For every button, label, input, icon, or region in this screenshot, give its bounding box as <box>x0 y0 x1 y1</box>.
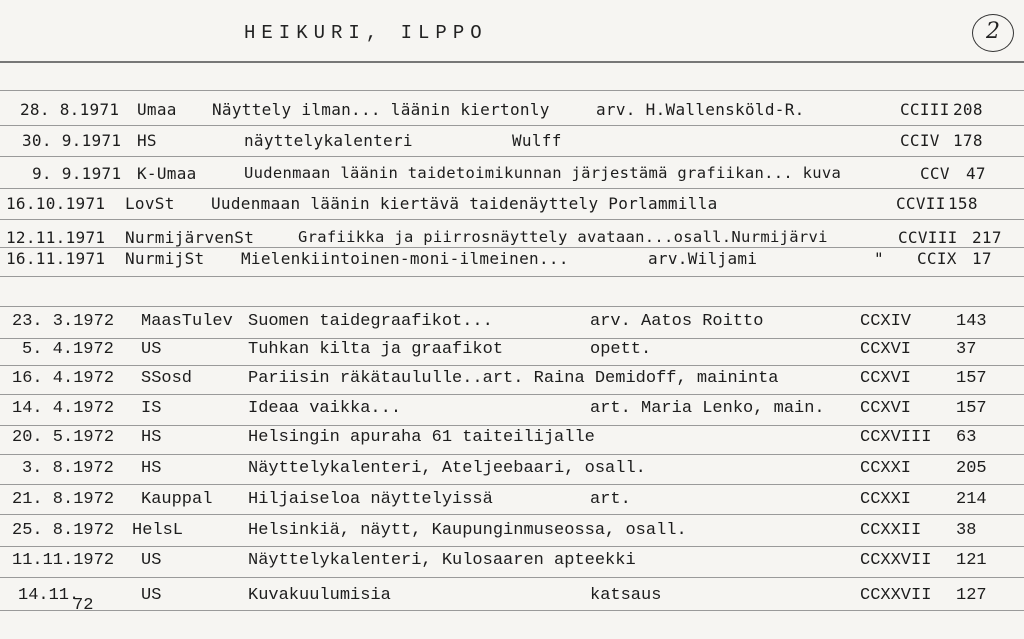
entry-text: Hiljaiseloa näyttelyissä <box>248 490 493 509</box>
entry-date: 20. 5.1972 <box>12 428 115 447</box>
entry-volume: CCXVI <box>860 369 912 388</box>
entry-source: Kauppal <box>141 490 213 509</box>
rule-line <box>0 125 1024 126</box>
entry-volume: CCIV <box>900 131 940 150</box>
entry-note: art. <box>590 490 631 509</box>
entry-text: Uudenmaan läänin kiertävä taidenäyttely Porlammilla <box>211 194 718 213</box>
entry-note: art. Maria Lenko, main. <box>590 399 825 418</box>
entry-date: 25. 8.1972 <box>12 521 115 540</box>
rule-line <box>0 188 1024 189</box>
entry-note: arv.Wiljami <box>648 249 758 268</box>
entry-page: 47 <box>966 164 986 183</box>
entry-date: 12.11.1971 <box>6 228 106 247</box>
entry-volume: CCVII <box>896 194 946 213</box>
entry-page: 157 <box>956 399 987 418</box>
entry-volume: CCXXI <box>860 459 912 478</box>
entry-text: Näyttelykalenteri, Ateljeebaari, osall. <box>248 459 646 478</box>
entry-source: HS <box>141 459 162 478</box>
entry-page: 178 <box>953 131 983 150</box>
entry-page: 121 <box>956 551 987 570</box>
entry-source: IS <box>141 399 162 418</box>
entry-row <box>0 551 1024 575</box>
rule-line <box>0 425 1024 426</box>
entry-page: 214 <box>956 490 987 509</box>
entry-row <box>0 521 1024 545</box>
entry-date: 14. 4.1972 <box>12 399 115 418</box>
entry-page: 63 <box>956 428 977 447</box>
entry-page: 217 <box>972 228 1002 247</box>
entry-source: HS <box>141 428 162 447</box>
rule-line <box>0 610 1024 611</box>
entry-text: Ideaa vaikka... <box>248 399 402 418</box>
entry-date: 11.11.1972 <box>12 551 115 570</box>
entry-volume: CCXXVII <box>860 586 932 605</box>
entry-date: 3. 8.1972 <box>22 459 114 478</box>
entry-source: US <box>141 340 162 359</box>
entry-source: NurmijärvenSt <box>125 228 255 247</box>
entry-source: Umaa <box>137 100 177 119</box>
entry-text: Suomen taidegraafikot... <box>248 312 493 331</box>
entry-row <box>0 369 1024 393</box>
entry-date: 23. 3.1972 <box>12 312 115 331</box>
entry-page: 157 <box>956 369 987 388</box>
entry-date: 16.11.1971 <box>6 249 106 268</box>
rule-line <box>0 546 1024 547</box>
entry-source: SSosd <box>141 369 193 388</box>
entry-volume: CCXXVII <box>860 551 932 570</box>
entry-volume: CCXVI <box>860 399 912 418</box>
entry-text: Tuhkan kilta ja graafikot <box>248 340 504 359</box>
entry-date-handwritten-year: 72 <box>73 596 94 615</box>
rule-line <box>0 454 1024 455</box>
entry-page: 143 <box>956 312 987 331</box>
entry-source: MaasTulev <box>141 312 233 331</box>
entry-row <box>0 459 1024 483</box>
entry-source: US <box>141 586 162 605</box>
entry-source: K-Umaa <box>137 164 197 183</box>
entry-text: Uudenmaan läänin taidetoimikunnan järjestämä grafiikan... kuva <box>244 164 842 182</box>
entry-row <box>0 131 1024 155</box>
entry-date: 16.10.1971 <box>6 194 106 213</box>
entry-volume: CCXVI <box>860 340 912 359</box>
entry-date: 28. 8.1971 <box>20 100 120 119</box>
entry-note: katsaus <box>590 586 662 605</box>
entry-volume: CCXVIII <box>860 428 932 447</box>
rule-line <box>0 156 1024 157</box>
entry-text: Näyttely ilman... läänin kiertonly <box>212 100 550 119</box>
entry-source: HelsL <box>132 521 184 540</box>
card-number-circle: 2 <box>972 14 1014 52</box>
entry-volume: CCVIII <box>898 228 958 247</box>
entry-source: US <box>141 551 162 570</box>
entry-row <box>0 249 1024 273</box>
rule-line <box>0 338 1024 339</box>
entry-page: 127 <box>956 586 987 605</box>
rule-line <box>0 394 1024 395</box>
entry-row <box>0 428 1024 452</box>
entry-text: näyttelykalenteri <box>244 131 413 150</box>
entry-row <box>0 194 1024 218</box>
entry-volume: CCIII <box>900 100 950 119</box>
entry-note: Wulff <box>512 131 562 150</box>
entry-volume: CCIX <box>917 249 957 268</box>
entry-volume: CCXIV <box>860 312 912 331</box>
entry-row <box>0 586 1024 615</box>
entry-page: 37 <box>956 340 977 359</box>
entry-source: LovSt <box>125 194 175 213</box>
entry-page: 38 <box>956 521 977 540</box>
entry-source: HS <box>137 131 157 150</box>
entry-note: arv. H.Wallensköld-R. <box>596 100 805 119</box>
entry-volume: CCXXI <box>860 490 912 509</box>
entry-note: arv. Aatos Roitto <box>590 312 764 331</box>
rule-line <box>0 365 1024 366</box>
entry-note: opett. <box>590 340 652 359</box>
entry-date: 16. 4.1972 <box>12 369 115 388</box>
entry-text: Helsinkiä, näytt, Kaupunginmuseossa, osall. <box>248 521 687 540</box>
entry-date: 21. 8.1972 <box>12 490 115 509</box>
rule-line <box>0 306 1024 307</box>
rule-line <box>0 276 1024 277</box>
entry-text: Pariisin räkätaululle..art. Raina Demidoff, maininta <box>248 369 779 388</box>
entry-date: 30. 9.1971 <box>22 131 122 150</box>
header-rule <box>0 61 1024 63</box>
entry-row <box>0 340 1024 364</box>
entry-text: Näyttelykalenteri, Kulosaaren apteekki <box>248 551 636 570</box>
rule-line <box>0 219 1024 220</box>
entry-page: 208 <box>953 100 983 119</box>
entry-row <box>0 490 1024 514</box>
entry-text: Kuvakuulumisia <box>248 586 391 605</box>
entry-date: 9. 9.1971 <box>32 164 122 183</box>
entry-volume: CCXXII <box>860 521 922 540</box>
rule-line <box>0 577 1024 578</box>
entry-row <box>0 164 1024 188</box>
entry-page: 17 <box>972 249 992 268</box>
rule-line <box>0 484 1024 485</box>
entry-row <box>0 312 1024 336</box>
entry-page: 158 <box>948 194 978 213</box>
rule-line <box>0 90 1024 91</box>
entry-row <box>0 100 1024 124</box>
entry-text: Helsingin apuraha 61 taiteilijalle <box>248 428 595 447</box>
entry-date: 14.11. <box>18 586 80 605</box>
card-title: HEIKURI, ILPPO <box>244 22 488 44</box>
ditto-mark: " <box>874 249 884 268</box>
entry-page: 205 <box>956 459 987 478</box>
entry-source: NurmijSt <box>125 249 205 268</box>
entry-volume: CCV <box>920 164 950 183</box>
entry-text: Mielenkiintoinen-moni-ilmeinen... <box>241 249 569 268</box>
entry-date: 5. 4.1972 <box>22 340 114 359</box>
entry-row <box>0 399 1024 423</box>
entry-text: Grafiikka ja piirrosnäyttely avataan...osall.Nurmijärvi <box>298 228 828 246</box>
rule-line <box>0 514 1024 515</box>
